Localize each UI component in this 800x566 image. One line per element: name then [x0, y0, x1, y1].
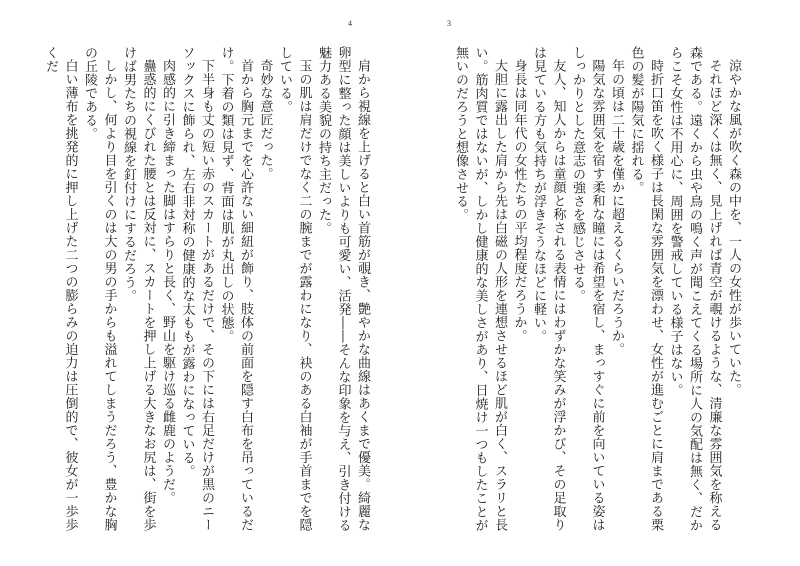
- page-number: 3: [447, 19, 451, 28]
- paragraph: 陽気な雰囲気を宿す柔和な瞳には希望を宿し、まっすぐに前を向いている姿はしっかりとした意志の強さを感じさせる。: [570, 46, 605, 532]
- paragraph: 身長は同年代の女性たちの平均程度だろうか。: [511, 59, 527, 343]
- paragraph: 肩から視線を上げると白い首筋が覗き、艶やかな曲線はあくまで優美。綺麗な卵型に整った顔は美しいよりも可愛い、活発――そんな印象を与え、引き付ける魅力ある美貌の持ち主だった。: [316, 46, 370, 532]
- paragraph: 蠱惑的にくびれた腰とは反対に、スカートを押し上げる大きなお尻は、街を歩けば男たちの視線を釘付けにするだろう。: [121, 46, 156, 532]
- paragraph: 白い薄布を挑発的に押し上げた二つの膨らみの迫力は圧倒的で、彼女が一歩歩くだ: [43, 46, 78, 532]
- paragraph: 涼やかな風が吹く森の中を、一人の女性が歩いていた。: [726, 59, 741, 397]
- paragraph: 大胆に露出した肩から先は白磁の人形を連想させるほど肌が白く、スラリと長い。筋肉質ではないが、しかし健康的な美しさがあり、日焼け一つもしたことが無いのだろうと想像させる。: [453, 46, 507, 532]
- paragraph: 首から胸元までを心許ない細紐が飾り、肢体の前面を隠す白布を吊っているだけ。下着の類は見ず、背面は肌が丸出しの状態。: [218, 46, 253, 532]
- paragraph: 友人、知人からは童顔と称される表情にはわずかな笑みが浮かび、その足取りは見ている方も気持ちが浮きそうなほどに軽い。: [531, 46, 566, 532]
- paragraph: 玉の肌は肩だけでなく二の腕までが露わになり、袂のある白袖が手首までを隠している。: [277, 46, 312, 532]
- page-body-text: [42, 46, 372, 532]
- paragraph: 肉感的に引き締まった脚はすらりと長く、野山を駆け巡る雌鹿のようだ。: [160, 59, 175, 505]
- right-page: [400, 0, 800, 566]
- paragraph: それほど深くは無く、見上げれば青空が覗けるような、清廉な雰囲気を称える森である。遠くから虫や鳥の鳴く声が聞こえてくる場所に人の気配は無く、だからこそ女性は不用心に、周囲を警戒している様子はない。: [667, 46, 722, 532]
- paragraph: 奇妙な意匠だった。: [257, 59, 273, 181]
- paragraph: 年の頃は二十歳を僅かに超えるくらいだろうか。: [609, 59, 624, 356]
- page-body-text: [433, 46, 743, 532]
- paragraph: しかし、何より目を引くのは大の男の手からも溢れてしまうだろう、豊かな胸の丘陵である。: [82, 46, 117, 532]
- page-number: 4: [348, 19, 352, 28]
- paragraph: 下半身も丈の短い赤のスカートがあるだけで、その下には右足だけが黒のニーソックスに飾られ、左右非対称の健康的な太ももが露わになっている。: [179, 46, 214, 532]
- paragraph: 時折口笛を吹く様子は長閑な雰囲気を漂わせ、女性が進むごとに肩まである栗色の髪が陽気に揺れる。: [628, 46, 663, 532]
